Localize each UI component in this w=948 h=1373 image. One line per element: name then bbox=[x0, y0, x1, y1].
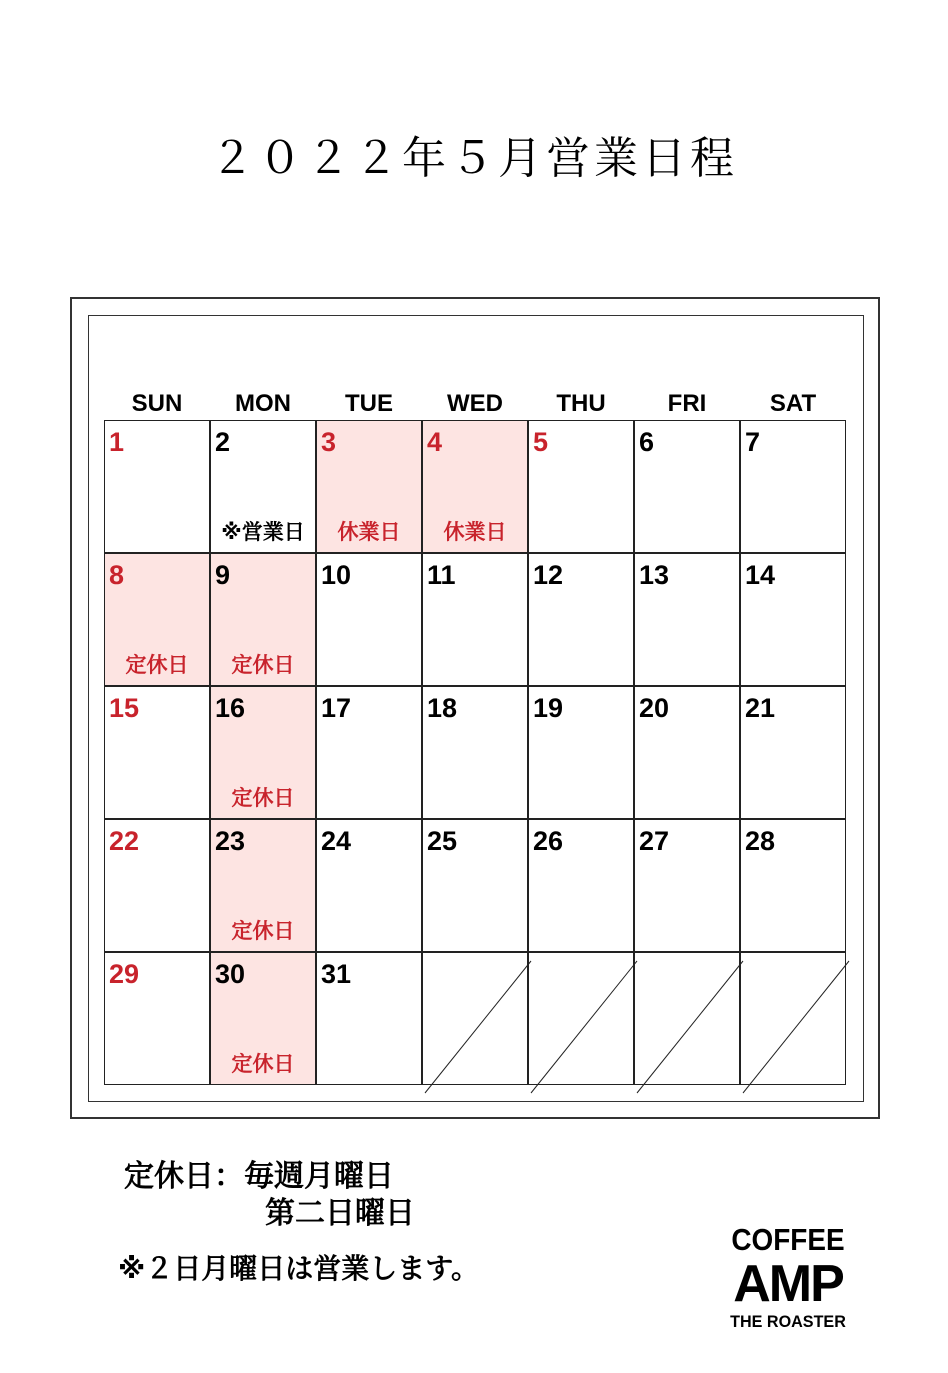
day-number: 14 bbox=[745, 560, 776, 590]
day-number: 20 bbox=[639, 693, 670, 723]
day-cell-20 bbox=[634, 686, 740, 819]
empty-day-cell bbox=[422, 952, 528, 1085]
day-number: 31 bbox=[321, 959, 352, 989]
day-cell-23 bbox=[210, 819, 316, 952]
day-cell-24 bbox=[316, 819, 422, 952]
day-number: 25 bbox=[427, 826, 458, 856]
day-cell-2 bbox=[210, 420, 316, 553]
day-cell-29 bbox=[104, 952, 210, 1085]
coffee-amp-logo bbox=[724, 1222, 852, 1334]
day-cell-21 bbox=[740, 686, 846, 819]
day-status-note: 定休日 bbox=[231, 1052, 295, 1076]
day-number: 27 bbox=[639, 826, 670, 856]
day-cell-27 bbox=[634, 819, 740, 952]
day-number: 28 bbox=[745, 826, 776, 856]
day-cell-6 bbox=[634, 420, 740, 553]
strike-through-line bbox=[741, 953, 847, 1086]
day-cell-1 bbox=[104, 420, 210, 553]
day-cell-17 bbox=[316, 686, 422, 819]
day-status-note: 休業日 bbox=[443, 520, 507, 544]
empty-day-cell bbox=[634, 952, 740, 1085]
day-number: 22 bbox=[109, 826, 140, 856]
weekday-wed: WED bbox=[447, 390, 503, 417]
day-number: 15 bbox=[109, 693, 140, 723]
day-cell-22 bbox=[104, 819, 210, 952]
day-number: 21 bbox=[745, 693, 776, 723]
legend-line-1 bbox=[124, 1158, 415, 1195]
day-number: 4 bbox=[427, 427, 443, 457]
day-cell-7 bbox=[740, 420, 846, 553]
strike-through-line bbox=[423, 953, 529, 1086]
day-number: 3 bbox=[321, 427, 337, 457]
day-cell-8 bbox=[104, 553, 210, 686]
day-number: 7 bbox=[745, 427, 761, 457]
page-title: ２０２２年５月営業日程 bbox=[210, 133, 738, 184]
day-status-note: 休業日 bbox=[337, 520, 401, 544]
day-number: 11 bbox=[427, 560, 456, 590]
logo-line-coffee: COFFEE bbox=[731, 1222, 845, 1257]
legend-second-sunday: 第二日曜日 bbox=[265, 1196, 415, 1231]
day-cell-9 bbox=[210, 553, 316, 686]
legend-label: 定休日： bbox=[124, 1159, 244, 1194]
day-cell-5 bbox=[528, 420, 634, 553]
strike-through-line bbox=[529, 953, 635, 1086]
day-cell-25 bbox=[422, 819, 528, 952]
day-number: 26 bbox=[533, 826, 564, 856]
day-status-note: 定休日 bbox=[231, 919, 295, 943]
logo-line-roaster: THE ROASTER bbox=[730, 1312, 846, 1331]
day-number: 29 bbox=[109, 959, 140, 989]
day-number: 6 bbox=[639, 427, 655, 457]
day-cell-13 bbox=[634, 553, 740, 686]
day-number: 8 bbox=[109, 560, 125, 590]
day-cell-30 bbox=[210, 952, 316, 1085]
day-status-note: 定休日 bbox=[231, 786, 295, 810]
day-number: 5 bbox=[533, 427, 549, 457]
day-number: 23 bbox=[215, 826, 246, 856]
day-cell-18 bbox=[422, 686, 528, 819]
day-cell-12 bbox=[528, 553, 634, 686]
empty-day-cell bbox=[740, 952, 846, 1085]
day-number: 10 bbox=[321, 560, 352, 590]
weekday-sat: SAT bbox=[769, 390, 817, 417]
day-cell-15 bbox=[104, 686, 210, 819]
day-cell-26 bbox=[528, 819, 634, 952]
day-number: 24 bbox=[321, 826, 352, 856]
day-number: 9 bbox=[215, 560, 231, 590]
calendar-grid bbox=[104, 420, 846, 1085]
strike-through-line bbox=[635, 953, 741, 1086]
logo-line-amp: AMP bbox=[733, 1255, 843, 1313]
day-cell-11 bbox=[422, 553, 528, 686]
day-cell-28 bbox=[740, 819, 846, 952]
day-number: 1 bbox=[109, 427, 125, 457]
day-status-note: 定休日 bbox=[125, 653, 189, 677]
day-cell-19 bbox=[528, 686, 634, 819]
day-number: 12 bbox=[533, 560, 564, 590]
day-number: 16 bbox=[215, 693, 246, 723]
day-number: 2 bbox=[215, 427, 231, 457]
day-cell-3 bbox=[316, 420, 422, 553]
day-cell-4 bbox=[422, 420, 528, 553]
day-cell-16 bbox=[210, 686, 316, 819]
day-status-note: ※営業日 bbox=[221, 520, 305, 544]
day-number: 19 bbox=[533, 693, 564, 723]
empty-day-cell bbox=[528, 952, 634, 1085]
legend bbox=[124, 1158, 415, 1232]
day-cell-10 bbox=[316, 553, 422, 686]
legend-weekly-closure: 毎週月曜日 bbox=[244, 1159, 394, 1194]
weekday-sun: SUN bbox=[131, 390, 183, 417]
day-number: 13 bbox=[639, 560, 670, 590]
day-number: 30 bbox=[215, 959, 246, 989]
weekday-fri: FRI bbox=[667, 390, 707, 417]
day-cell-14 bbox=[740, 553, 846, 686]
day-cell-31 bbox=[316, 952, 422, 1085]
weekday-mon: MON bbox=[235, 390, 291, 417]
day-number: 17 bbox=[321, 693, 352, 723]
weekday-tue: TUE bbox=[345, 390, 393, 417]
weekday-thu: THU bbox=[556, 390, 606, 417]
day-number: 18 bbox=[427, 693, 458, 723]
day-status-note: 定休日 bbox=[231, 653, 295, 677]
footnote: ※２日月曜日は営業します。 bbox=[118, 1252, 479, 1285]
